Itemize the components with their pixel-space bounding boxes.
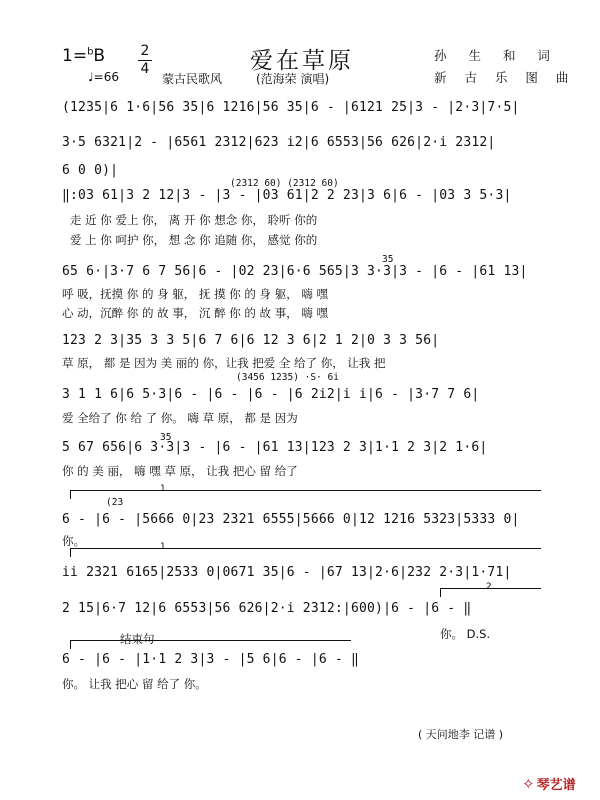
volta-bracket-1b	[70, 548, 541, 557]
coda-label: 结束句	[120, 632, 155, 646]
score-line-8: 5 67 656|6 3·3|3 - |6 - |61 13|123 2 3|1·1 2 3|2 1·6|	[62, 440, 488, 455]
coda-bracket	[70, 640, 351, 649]
key-signature: 1=$^b$B	[62, 46, 106, 66]
score-line-2: 3·5 6321|2 - |6561 2312|623 i2|6 6553|56 626|2·i 2312|	[62, 135, 496, 150]
score-line-1: (1235|6 1·6|56 35|6 1216|56 35|6 - |6121 25|3 - |2·3|7·5|	[62, 100, 520, 115]
volta-number: 1	[160, 484, 166, 494]
lyric-line-12: 你。 让我 把心 留 给了 你。	[62, 677, 207, 691]
brand-logo: ✧ 琴艺谱	[522, 775, 576, 793]
grace-note-ornament: (23	[106, 497, 124, 508]
score-line-4: ‖:03 61|3 2 12|3 - |3 - |03 61|2 2 23|3 6|6 - |03 3 5·3|	[62, 188, 512, 203]
grace-note-ornament: (2312 60) (2312 60)	[230, 178, 339, 189]
score-line-9: 6 - |6 - |5666 0|23 2321 6555|5666 0|12 1216 5323|5333 0|	[62, 512, 520, 527]
lyric-line-11: 你。 D.S.	[440, 627, 491, 641]
score-line-12: 6 - |6 - |1·1 2 3|3 - |5 6|6 - |6 - ‖	[62, 652, 359, 667]
brand-logo-icon: ✧	[522, 775, 535, 793]
lyric-line-8: 你 的 美 丽， 嗨 嘿 草 原， 让我 把心 留 给了	[62, 464, 298, 478]
score-line-10: ii 2321 6165|2533 0|0671 35|6 - |67 13|2·6|232 2·3|1·71|	[62, 565, 512, 580]
lyric-line-5a: 呼 吸，抚摸 你 的 身 躯， 抚 摸 你 的 身 躯， 嗨 嘿	[62, 287, 329, 301]
lyric-line-4a: 走 近 你 爱上 你， 离 开 你 想念 你， 聆听 你的	[70, 213, 318, 227]
grace-note-ornament: 35	[382, 254, 394, 265]
score-line-7: 3 1 1 6|6 5·3|6 - |6 - |6 - |6 2i2|i i|6 - |3·7 7 6|	[62, 387, 480, 402]
lyric-line-5b: 心 动，沉醉 你 的 故 事， 沉 醉 你 的 故 事， 嗨 嘿	[62, 306, 329, 320]
grace-note-ornament: 35	[160, 432, 172, 443]
time-signature: 2 4	[138, 44, 152, 77]
genre-label: 蒙古民歌风	[162, 72, 223, 86]
volta-number: 2	[486, 582, 492, 592]
song-title: 爱在草原	[250, 48, 354, 74]
composer-credit: 新 古 乐 图 曲	[434, 70, 576, 85]
score-line-3: 6 0 0)|	[62, 163, 119, 178]
score-line-5: 65 6·|3·7 6 7 56|6 - |02 23|6·6 565|3 3·3|3 - |6 - |61 13|	[62, 264, 528, 279]
lyricist-credit: 孙 生 和 词	[434, 48, 559, 63]
volta-bracket-1	[70, 490, 541, 499]
volta-number: 1	[160, 542, 166, 552]
tempo-mark: ♩=66	[88, 70, 119, 84]
flat-accidental: b	[87, 46, 94, 58]
lyric-line-6: 草 原， 都 是 因为 美 丽的 你，让我 把爱 全 给了 你， 让我 把	[62, 356, 386, 370]
transcriber-credit: ( 天问地李 记谱 )	[418, 728, 504, 741]
grace-note-ornament: (3456 1235) ·S· 6i	[236, 372, 339, 383]
singer-label: (范海荣 演唱)	[256, 72, 330, 86]
lyric-line-7: 爱 全给了 你 给 了 你。 嗨 草 原， 都 是 因为	[62, 411, 298, 425]
lyric-line-4b: 爱 上 你 呵护 你， 想 念 你 追随 你， 感觉 你的	[70, 233, 318, 247]
score-line-11: 2 15|6·7 12|6 6553|56 626|2·i 2312:|600)|6 - |6 - ‖	[62, 601, 472, 616]
score-line-6: 123 2 3|35 3 3 5|6 7 6|6 12 3 6|2 1 2|0 3 3 56|	[62, 333, 440, 348]
lyric-line-9: 你。	[62, 534, 85, 548]
